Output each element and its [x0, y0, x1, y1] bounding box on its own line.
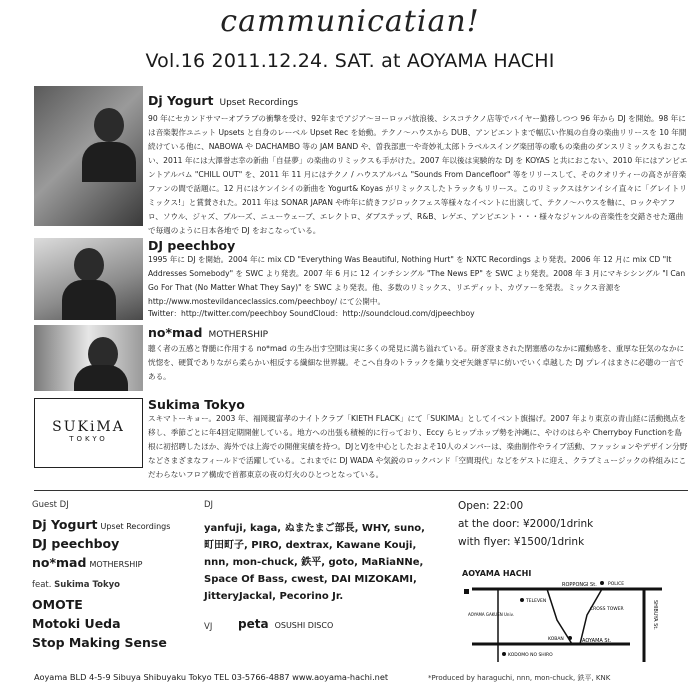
event-logo: cammunicatian!: [220, 4, 480, 39]
televen-label: TELEVEN: [526, 599, 547, 604]
vj-name: peta OSUSHI DISCO: [238, 617, 334, 631]
dj-list-line: 町田町子, PIRO, dextrax, Kawane Kouji,: [204, 540, 417, 551]
dj-list-line: Space Of Bass, cwest, DAI MIZOKAMI,: [204, 574, 417, 585]
kodomo-marker: [502, 652, 506, 656]
cross-tower-label: CROSS TOWER: [590, 607, 624, 612]
side-street-3: [580, 589, 602, 644]
artist-name-dj-peechboy: DJ peechboy: [148, 238, 236, 253]
bio-nomad: 聴く者の五感と脊髄に作用する no*mad の生み出す空間は実に多くの発見に満ち溢れている。研ぎ澄まされた閉塞感のなかに躍動感を、重厚な狂気のなかに恍惚を、硬質でありながら柔らかい相反する繊細な世界観。そこへ自身のトラックを織り交ぜ矢継ぎ早に紡いでいく卓越した DJ プレイはまさに必聴の一言である。: [148, 344, 685, 381]
guest-dj-yogurt: Dj Yogurt Upset Recordings: [32, 517, 171, 532]
feat-member-omote: OMOTE: [32, 597, 83, 612]
guest-nomad: no*mad MOTHERSHIP: [32, 555, 143, 570]
event-headline: Vol.16 2011.12.24. SAT. at AOYAMA HACHI: [145, 50, 555, 72]
venue-marker: [464, 589, 469, 594]
guest-dj-title: Guest DJ: [32, 500, 69, 510]
dj-title: DJ: [204, 500, 214, 510]
dj-peechboy-photo: [34, 238, 143, 320]
venue-address: Aoyama BLD 4-5-9 Sibuya Shibuyaku Tokyo TEL 03-5766-4887 www.aoyama-hachi.net: [34, 672, 389, 682]
feat-title: feat. Sukima Tokyo: [32, 580, 121, 590]
flyer-price: with flyer: ¥1500/1drink: [458, 536, 585, 548]
open-time: Open: 22:00: [458, 500, 524, 512]
side-street-2: [547, 589, 572, 644]
dj-yogurt-photo: [34, 86, 143, 226]
vj-title: VJ: [204, 622, 213, 632]
artist-name-sukima-tokyo: Sukima Tokyo: [148, 397, 245, 412]
links-dj-peechboy: Twitter：http://twitter.com/peechboy SoundCloud：http://soundcloud.com/djpeechboy: [148, 309, 475, 318]
police-marker: [600, 581, 604, 585]
access-map: [462, 580, 672, 662]
shibuya-label: SHIBUYA St.: [652, 600, 658, 630]
sukima-tokyo-logo: SUKiMA TOKYO: [34, 398, 143, 468]
koban-label: KOBAN: [548, 637, 564, 642]
roppongi-label: ROPPONGI St.: [562, 582, 597, 588]
bio-dj-peechboy: 1995 年に DJ を開始。2004 年に mix CD "Everything Was Beautiful, Nothing Hurt" を NXTC Recordings より発表。2006 年 12 月に mix CD "It Addresses Somebody" を SWC より発表。2007 年 6 月に 12 インチシングル "The News EP" を SWC より発表。2008 年 3 月にマキシシングル "I Can Go For That (No Matter What They Say)" を SWC より発表。他、多数のリミックス、リエディット、カヴァーを発表。ミックス音源を http://www.mostevildanceclassics.com/peechboy/ にて公開中。: [148, 255, 686, 306]
televen-marker: [520, 598, 524, 602]
dj-list: [204, 520, 434, 605]
bio-dj-yogurt: 90 年にセカンドサマーオブラブの衝撃を受け、92年までアジア〜ヨーロッパ放浪後、シスコテクノ店等でバイヤー勤務しつつ 96 年から DJ を開始。98 年には音楽製作ユニット Upsets と自身のレーベル Upset Rec を始動。テクノ〜ハウスから DUB、アンビエントまで幅広い作風の自身の楽曲リリースを 10 年間続けている他に、NABOWA や DACHAMBO 等の JAM BAND や、曽我部恵一や奇妙礼太郎トラベルスイング楽団等の歌もの楽曲のダンスリミックスもおこない、2011 年には大澤誉志幸の新曲「自昼夢」の楽曲のリミックスも手がけた。2007 年以後は実験的な DJ を KOYAS と共におこない、2010 年にはアンビエントアルバム "CHILL OUT" を、2011 年 11 月にはテクノ / ハウスアルバム "Sounds From Dancefloor" 等をリリースして、そのクオリティーの高さが音楽ファンの間で話題に。12 月にはケンイシイの新曲を Yogurt& Koyas がリミックスしたトラックもリリース。このリミックスはケンイシイ直々に「グレイトリミックス!」と賞賛された。2011 年は SONAR JAPAN や昨年に続きフジロックフェス等様々なイベントに出演して、テクノ〜ハウスを軸に、ロックやアフロ、ソウル、ジャズ、ブルーズ、ニューウェーブ、エレクトロ、ダブステップ、R&B、レゲエ、アンビエント・・・様々なジャンルの音楽性を交錯させた選曲で毎週のように日本各地で DJ をおこなっている。: [148, 114, 688, 235]
police-label: POLICE: [608, 582, 625, 587]
artist-name-nomad: no*mad MOTHERSHIP: [148, 325, 269, 340]
door-price: at the door: ¥2000/1drink: [458, 518, 594, 530]
nomad-photo: [34, 325, 143, 391]
koban-marker: [568, 636, 572, 640]
feat-member-motoki-ueda: Motoki Ueda: [32, 616, 121, 631]
school-label: AOYAMA GAKUEN Univ.: [468, 612, 514, 617]
map-title: AOYAMA HACHI: [462, 569, 532, 578]
dj-list-line: nnn, mon-chuck, 鉄平, goto, MaRiaNNe,: [204, 557, 424, 568]
credits: *Produced by haraguchi, nnn, mon-chuck, 鉄平, KNK: [428, 674, 611, 682]
bio-sukima-tokyo: スキマトーキョー。2003 年、福岡親富孝のナイトクラブ「KIETH FLACK」にて「SUKIMA」としてイベント旗揚げ。2007 年より東京の青山経に活動拠点を移し、季節ごとに年4回定期開催している。地方への出張も積極的に行っており、Eccy らヒップホップ勢を沖縄に、やけのはらや Cherryboy Functionを島根に初招聘したほか、海外では上海での開催実績を持つ。DJとVJを中心としたおよそ10人のメンバーは、楽曲制作やライブ活動、ファッションやデザイン分野などさまざまなフィールドで活躍している。これまでに DJ WADA や気鋭のロックバンド「空間現代」などをゲストに迎え、クラブミュージックの枠組みにこだわらないフロア構成で首都東京の夜の灯火のひとつとなっている。: [148, 414, 688, 479]
kodomo-label: KODOMO NO SHIRO: [508, 653, 553, 658]
artist-name-dj-yogurt: Dj Yogurt Upset Recordings: [148, 93, 299, 108]
feat-member-stop-making-sense: Stop Making Sense: [32, 635, 167, 650]
guest-dj-peechboy: DJ peechboy: [32, 536, 120, 551]
dj-list-line: yanfuji, kaga, ぬまたまご部長, WHY, suno,: [204, 523, 425, 534]
dj-list-line: JitteryJackal, Pecorino Jr.: [204, 591, 344, 602]
aoyama-label: AOYAMA St.: [582, 638, 612, 644]
section-divider: [34, 490, 688, 491]
